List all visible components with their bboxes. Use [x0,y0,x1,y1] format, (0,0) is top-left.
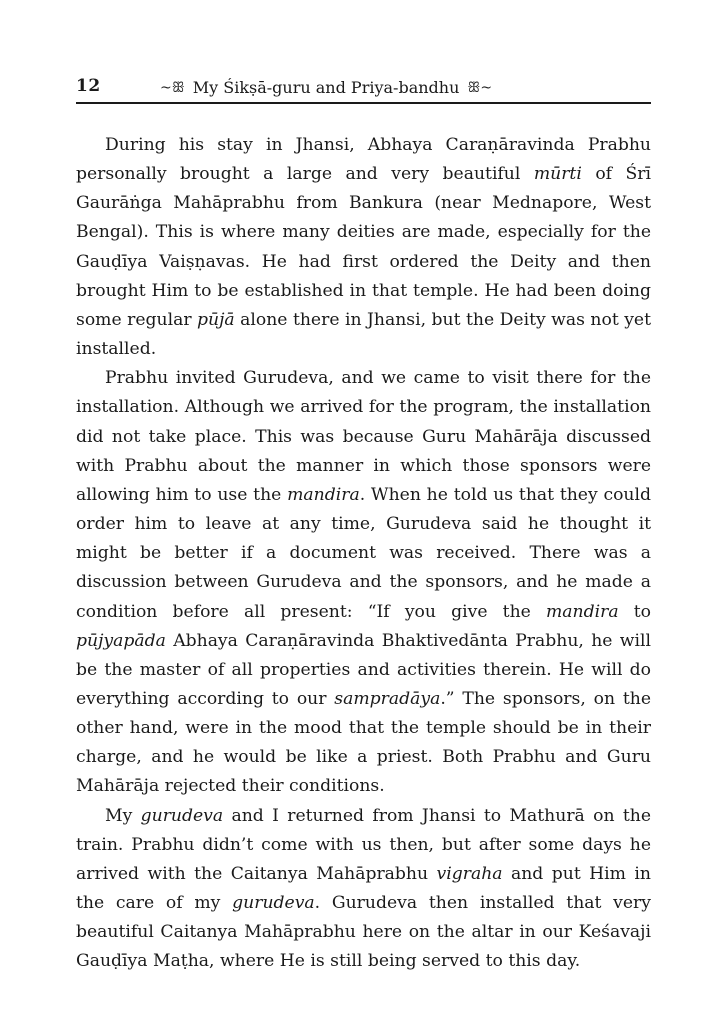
header-rule [76,102,651,104]
italic-term: gurudeva [232,893,315,914]
text-run: My [105,805,141,826]
text-run: Prabhu invited Gurudeva, and we came to visit there for the installation. Although we arrived for the program, the installation did not take place. This was because Guru Mahārāja discussed with Prabhu about the manner in which those sponsors were allowing him to use the [76,368,651,505]
italic-term: sampradāya [334,688,441,709]
italic-term: pūjā [197,309,235,330]
running-title [160,78,492,97]
text-run: Abhaya Caraṇāravinda Bhaktivedānta Prabhu, he will be the master of all properties and activities therein. He will do everything according to our [76,630,651,709]
text-run: . Gurudeva then installed that very beautiful Caitanya Mahāprabhu here on the altar in our Keśavaji Gauḍīya Maṭha, where He is still being served to this day. [76,893,651,972]
text-run: During his stay in Jhansi, Abhaya Caraṇāravinda Prabhu personally brought a large and very beautiful [76,135,651,185]
italic-term: mandira [546,601,619,622]
text-run: and put Him in the care of my [76,863,651,914]
text-run: and I returned from Jhansi to Mathurā on the train. Prabhu didn’t come with us then, but after some days he arrived with the Caitanya Mahāprabhu [76,805,651,884]
italic-term: gurudeva [140,805,224,826]
page-number: 12 [76,76,101,96]
text-run: to [618,601,652,622]
ornament-left-icon: ~ꕥ [160,80,185,96]
text-run: . When he told us that they could order him to leave at any time, Gurudeva said he thought it might be better if a document was received. There was a discussion between Gurudeva and the sponsors, and he made a condition before all present: “If you give the [76,484,652,622]
italic-term: mūrti [533,164,582,185]
italic-term: pūjyapāda [76,630,166,651]
page-header [76,76,651,104]
paragraph [76,802,651,977]
text-run: .” The sponsors, on the other hand, were in the mood that the temple should be in their charge, and he would be like a priest. Both Prabhu and Guru Mahārāja rejected their conditions. [76,688,651,797]
paragraph [76,364,651,801]
text-run: alone there in Jhansi, but the Deity was not yet installed. [76,309,651,360]
text-run: of Śrī Gaurāṅga Mahāprabhu from Bankura (near Mednapore, West Bengal). This is where many deities are made, especially for the Gauḍīya Vaiṣṇavas. He had first ordered the Deity and then brought Him to be established in that temple. He had been doing some regular [76,164,651,330]
italic-term: mandira [287,484,360,505]
italic-term: vigraha [436,863,503,884]
paragraph [76,131,651,364]
body-text [76,131,651,977]
running-title-text: My Śikṣā-guru and Priya-bandhu [192,78,460,97]
ornament-right-icon: ꕥ~ [467,80,493,96]
